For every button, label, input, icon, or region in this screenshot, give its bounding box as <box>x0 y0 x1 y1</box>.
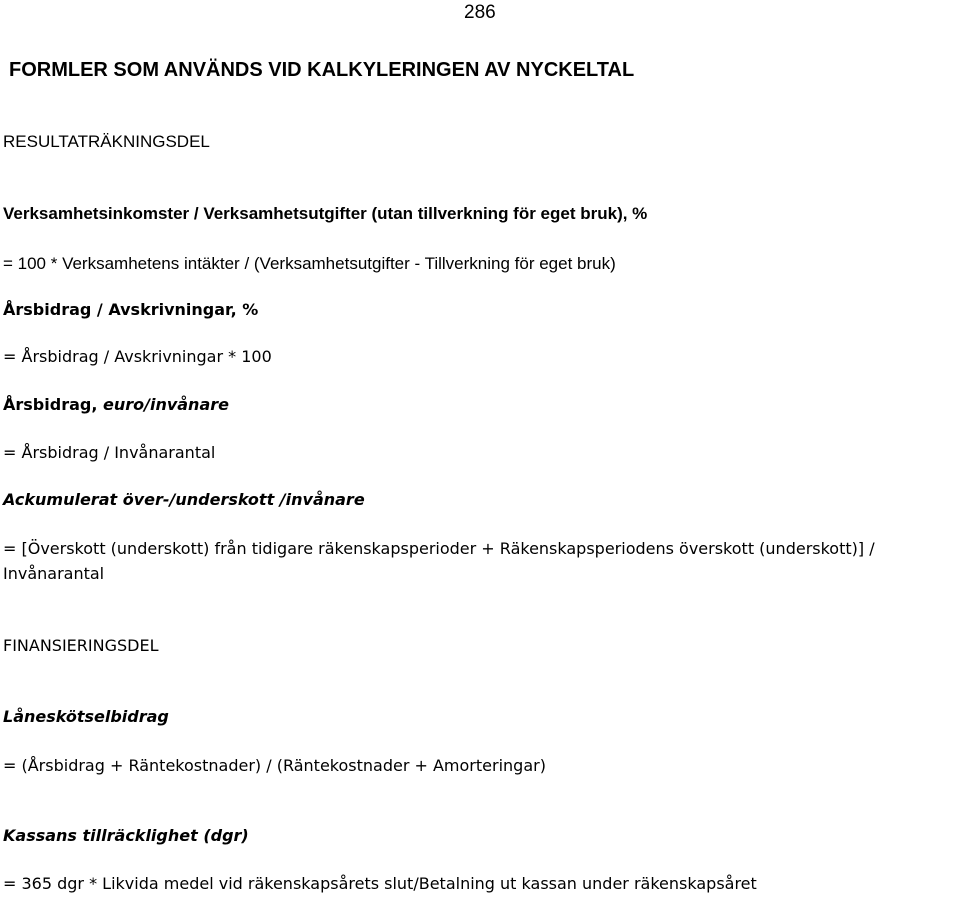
formula-heading-contribution-per-capita <box>3 397 229 413</box>
formula-contribution-depreciation: = Årsbidrag / Avskrivningar * 100 <box>3 347 272 366</box>
heading-main: Årsbidrag, <box>3 395 98 414</box>
formula-heading-contribution-depreciation: Årsbidrag / Avskrivningar, % <box>3 300 259 319</box>
formula-heading-cash-sufficiency: Kassans tillräcklighet (dgr) <box>3 826 249 845</box>
document-title: FORMLER SOM ANVÄNDS VID KALKYLERINGEN AV NYCKELTAL <box>9 59 635 81</box>
formula-operating-ratio: = 100 * Verksamhetens intäkter / (Verksamhetsutgifter - Tillverkning för eget bruk) <box>3 254 616 273</box>
section-heading-financing: FINANSIERINGSDEL <box>3 636 159 655</box>
formula-contribution-per-capita: = Årsbidrag / Invånarantal <box>3 443 216 462</box>
formula-cash-sufficiency: = 365 dgr * Likvida medel vid räkenskapsårets slut/Betalning ut kassan under räkenskapsåret <box>3 874 757 893</box>
heading-unit: euro/invånare <box>102 395 229 414</box>
section-heading-income: RESULTATRÄKNINGSDEL <box>3 132 210 151</box>
page-number: 286 <box>464 2 496 23</box>
formula-accumulated-surplus-line1: = [Överskott (underskott) från tidigare räkenskapsperioder + Räkenskapsperiodens överskott (underskott)] / <box>3 539 875 558</box>
formula-loan-service: = (Årsbidrag + Räntekostnader) / (Räntekostnader + Amorteringar) <box>3 756 546 775</box>
formula-heading-operating-ratio: Verksamhetsinkomster / Verksamhetsutgifter (utan tillverkning för eget bruk), % <box>3 204 648 223</box>
formula-accumulated-surplus-line2: Invånarantal <box>3 564 105 583</box>
formula-heading-loan-service: Låneskötselbidrag <box>3 707 169 726</box>
formula-heading-accumulated-surplus: Ackumulerat över-/underskott /invånare <box>3 490 365 509</box>
